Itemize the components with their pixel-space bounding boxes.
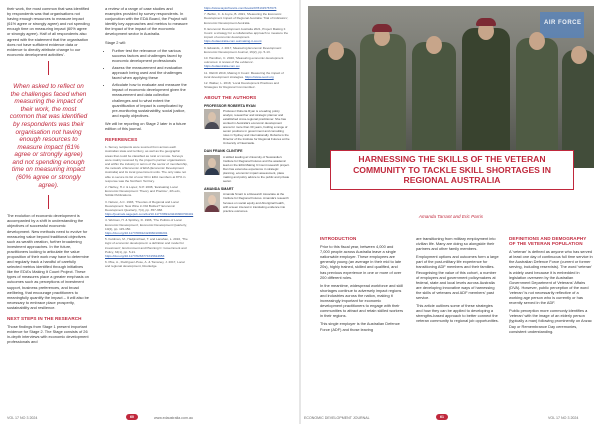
intro-paragraph: their work, the most common that was identified by respondents was that organisations not having enough resources to measure impact (61% agree or strongly agree) and not spending enough time on measuring impact (60% agree or strongly agree). Half of all respondents also agreed with the statement that the organisation does not have sufficient evidence data or evidence to directly attribute change to our economic development activities'. xyxy=(7,6,90,57)
article-byline: Amanda Tarrant and Eric Parris xyxy=(418,214,484,219)
pull-quote: When asked to reflect on the challenges faced when measuring the impact of their work, the most common that was identified by respondents was their organisation not having enough resources to measure impact (61% agree or strongly agree) and not spending enough time on measuring impact (60% agree or strongly agree). xyxy=(9,82,88,189)
reference-item xyxy=(105,145,188,183)
stage-heading: Stage 2 will: xyxy=(105,39,126,45)
article-title: HARNESSING THE SKILLS OF THE VETERAN COMMUNITY TO TACKLE SKILL SHORTAGES IN REGIONAL AUSTRALIA xyxy=(353,154,551,186)
article-title-box xyxy=(330,150,574,190)
author-name: AMANDA SMART xyxy=(204,187,234,192)
flag-lettering: AIR FORCE xyxy=(544,20,582,26)
reference-text: 6. Pike, A., Rodríguez-Pose, A. & Tomaney, J. 2017, Local and regional development, Routledge. xyxy=(105,260,185,269)
reference-item xyxy=(204,71,290,79)
author-photo xyxy=(204,192,220,212)
reference-text: 10. Hamilton, C. 2020, 'Measuring economic development outcomes: A review of the evidence'. xyxy=(204,56,284,65)
reference-link[interactable]: https://edaustralia.com.au xyxy=(204,64,240,69)
reference-item xyxy=(204,81,290,89)
intro-paragraph: a review of a range of case studies and examples provided by survey respondents. In conjunction with the EDA Board, the Project will identify key approaches and metrics to measure the impact of the impact of the economic development sector in Australia. xyxy=(105,6,188,37)
body-paragraph: In the meantime, widespread workforce and skill shortages continue to adversely impact regions and industries across the nation, making it increasingly important for economic development practitioners to engage with their communities to attract and retain skilled workers in their regions. xyxy=(320,282,404,319)
reference-link[interactable]: https://www.taylorfrancis.com/books/9781315767673 xyxy=(204,6,277,10)
author-block xyxy=(204,104,290,146)
right-column-3 xyxy=(509,236,593,337)
page-gutter xyxy=(299,0,301,424)
page-number-badge: 60 xyxy=(126,414,138,420)
stage-item: • Assess the measurement and evaluation approach being used and the challenges faced when applying these xyxy=(112,65,188,80)
author-photo xyxy=(204,109,220,129)
reference-item xyxy=(204,12,290,25)
reference-item xyxy=(105,237,188,258)
body-paragraph: Employment options and outcomes form a large part of the post-military life experience for transitioning ADF members and their families. Recognising the value of this cohort, a number of employers and government policymakers at federal, state and local levels across Australia are developing innovative ways of harnessing the skills of veterans and ADF members' past service. xyxy=(416,254,499,301)
author-block xyxy=(204,149,290,183)
left-column-a xyxy=(7,6,90,348)
reference-item xyxy=(105,260,188,268)
reference-text: 3. Nelson, A.C. 1993, 'Theories of Regional and Local Development: New Wine in Old Bottles?' Economic Development Quarterly, 7(4), pp. 357-368. xyxy=(105,199,179,212)
left-column-b xyxy=(105,6,194,271)
left-column-c xyxy=(204,6,290,217)
quote-divider-bottom xyxy=(48,195,50,209)
stage-item: • Articulate how to evaluate and measure the impact of economic development given the measurement and data collection challenges and to what extent the quantification of impact is complicated by pre-monitoring sustainability, social justice, and equity objectives. xyxy=(112,82,188,118)
reference-text: 11. OECD 2019, Making It Count: Measuring the impact of local development strategies. xyxy=(204,70,284,79)
definitions-heading: DEFINITIONS AND DEMOGRAPHY OF THE VETERAN POPULATION xyxy=(509,236,587,247)
page-number-left xyxy=(126,414,138,420)
reference-item xyxy=(204,6,290,10)
reference-link[interactable]: https://www.oecd.org xyxy=(244,74,274,79)
stage-list xyxy=(105,48,188,118)
author-bio: A skilled leading at University of Newcastle's Institute for Regional Futures and the academic lead on the EDA Making It Count research project. Dan has extensive experience in strategic planning, economic impact assessment, place making and policy advice to the public and private sector. xyxy=(223,154,290,184)
reference-text: 1. Survey recipients were sourced from across each Australian state and territory, as well as the geographic areas that could be classified as rural or remote. Surveys were mainly received by the project's partner organisations and within the industry in terms of the sector of membership, the network of Economic of EDA (Economic Development Australia) and its local government units. The only state not able to secure its list of over 60 in EDA members at 87% in response was the Northern Territory. xyxy=(105,145,188,183)
closing-paragraph: We will be reporting on Stage 2 later in a future edition of this journal. xyxy=(105,120,187,131)
body-paragraph: are transitioning from military employment into civilian life. Many are doing so alongside their partners and other family members. xyxy=(416,236,496,252)
body-paragraph: A 'veteran' is defined as anyone who has served at least one day of continuous full time service in the Australian Defence Force (current or former serving, including reservists). The word 'veteran' is widely used because it is embedded in legislation overseen by the Australian Government Department of Veterans' Affairs (DVA). However, public perception of the word 'veteran' is not necessarily reflective of a working age person who is currently or has recently served in the ADF. xyxy=(509,249,593,306)
hero-photo-veterans xyxy=(308,6,594,168)
reference-item xyxy=(105,218,188,235)
reference-text: 12. Walker, L. 2018, 'Local Development Practices and Strategies for Regional Communities'. xyxy=(204,81,279,90)
reference-item xyxy=(204,46,290,54)
right-column-2 xyxy=(416,236,500,327)
body-paragraph: Prior to this fiscal year, between 4,000 and 7,000 people across Australia leave a single nationwide employer. These employees are generally young (an average in their mid to late 20s), highly trained, skilled and qualified, and has previous experience in one or more of over 200 different roles. xyxy=(320,244,402,280)
reference-link[interactable]: https://edaustralia.com.au/making-it-count xyxy=(204,39,262,44)
reference-text: 9. Edwards, J. 2017, Measuring Economic Development: Economic Development Journal, 16(2), pp. 5-13. xyxy=(204,45,282,54)
footer-volume-right: VOL 17 NO 3 2024 xyxy=(548,416,579,420)
footer-url[interactable]: www.edaustralia.com.au xyxy=(154,416,193,420)
body-paragraph: The evolution of economic development is accompanied by a shift in understanding the objectives of successful economic development. New methods need to evolve for measuring value beyond traditional objectives such as wealth creation, further broadening investment approaches. In the future, practitioners looking to articulate the value proposition of their work may have to determine and regularly track a handful of carefully selected metrics identified through initiatives like the EDA's Making It Count Project. These types of measures place a greater emphasis on outcomes such as perceptions of investment support, business preferences, and broad wellbeing, that encourage practitioners to meaningfully quantify the impact – it will also be necessary to embrace place prosperity, sustainability and resilience. xyxy=(7,213,89,310)
reference-text: 2. Hartley, H.J. & Lopez, N.P. 2008, 'Evaluating Local Economic Development: Theory and Practice', 4th edn, SAGE Publications. xyxy=(105,184,181,198)
references-heading: REFERENCES xyxy=(105,137,138,143)
author-photo xyxy=(204,155,220,175)
author-bio: Professor Roberta Ryan is a leading policy analyst, researcher and strategic planner and established cross-regional practitioner. She has worked in Australia's economic development arena for more than 30 years, holding a range of senior positions in government and consulting roles in Sydney and internationally. Roberta is the Director of the Institute for Regional Futures at the University of Newcastle. xyxy=(223,108,290,146)
quote-divider-top xyxy=(48,61,50,75)
reference-link[interactable]: https://journals.sagepub.com/doi/10.1177/089124249300700401 xyxy=(105,212,194,217)
body-paragraph: This single employer is the Australian Defence Force (ADF) and those leaving xyxy=(320,321,400,332)
reference-link[interactable]: https://doi.org/10.1177/089124249601000201 xyxy=(105,231,168,236)
page-number-badge: 61 xyxy=(436,414,448,420)
stage-item: • Further test the relevance of the various success factors and challenges faced by economic development professionals xyxy=(112,48,188,63)
authors-heading: ABOUT THE AUTHORS xyxy=(204,95,257,101)
reference-text: 4. Wolman, H. & Spitzley, D. 1996, 'The Politics of Local Economic Development', Economic Development Quarterly, 10(2), pp. 115-150. xyxy=(105,218,187,231)
right-column-1 xyxy=(320,236,404,335)
reference-text: 7. Belbin, C. & Joyce, B. 2021, 'Measuring the Economic Development Impact of Regional Australia: Trial of Indicators', Economic Development Australia. xyxy=(204,12,289,25)
body-paragraph: This article outlines some of these strategies and how they can be applied to developing a strengths-based approach to better connect the veteran community to regional job opportunities. xyxy=(416,303,499,324)
author-name: PROFESSOR ROBERTA RYAN xyxy=(204,103,256,108)
journal-name: ECONOMIC DEVELOPMENT JOURNAL xyxy=(304,416,370,420)
reference-text: 5. Feldman, M., Hadjimichael, T. and Lanahan, L. 2016, 'The logic of economic development: a definition and model for investment', Environment and Planning C: Government and Policy, 34(1), pp. 5-21. xyxy=(105,237,188,254)
reference-item xyxy=(204,56,290,69)
introduction-heading: INTRODUCTION xyxy=(320,236,357,241)
next-steps-paragraph: Those findings from Stage 1 present important evidence for Stage 2. The Stage consists of 26 in-depth interviews with economic development professionals and xyxy=(7,324,89,345)
author-name: DAN FRANK CLINTIFE xyxy=(204,149,243,154)
reference-item xyxy=(105,199,194,217)
author-block xyxy=(204,187,290,213)
next-steps-heading: NEXT STEPS IN THE RESEARCH xyxy=(7,316,82,322)
reference-text: 8. Economic Development Australia 2021, Project Making It Count: a strategy for a collaborative approach to measure the impact of economic development. xyxy=(204,26,289,40)
references-list xyxy=(105,145,194,269)
footer-volume-left: VOL 17 NO 3 2024 xyxy=(7,416,38,420)
reference-item xyxy=(204,27,290,44)
body-paragraph: Public perception more commonly identifies a 'veteran' with the image of an elderly person (typically a man) following prominently on Anzac Day or Remembrance Day ceremonies, consistent understanding. xyxy=(509,308,592,334)
reference-item xyxy=(105,185,188,198)
references-list-continued xyxy=(204,6,290,89)
page-number-right xyxy=(436,414,448,420)
reference-link[interactable]: https://doi.org/10.1177/0263774X15614653 xyxy=(105,254,165,259)
author-bio: Amanda Smart is a Research Associate at the Institute for Regional Futures. Amanda's research focuses on social equity and Aboriginal health, with a keen interest in translating evidence into practice outcomes. xyxy=(223,192,289,213)
